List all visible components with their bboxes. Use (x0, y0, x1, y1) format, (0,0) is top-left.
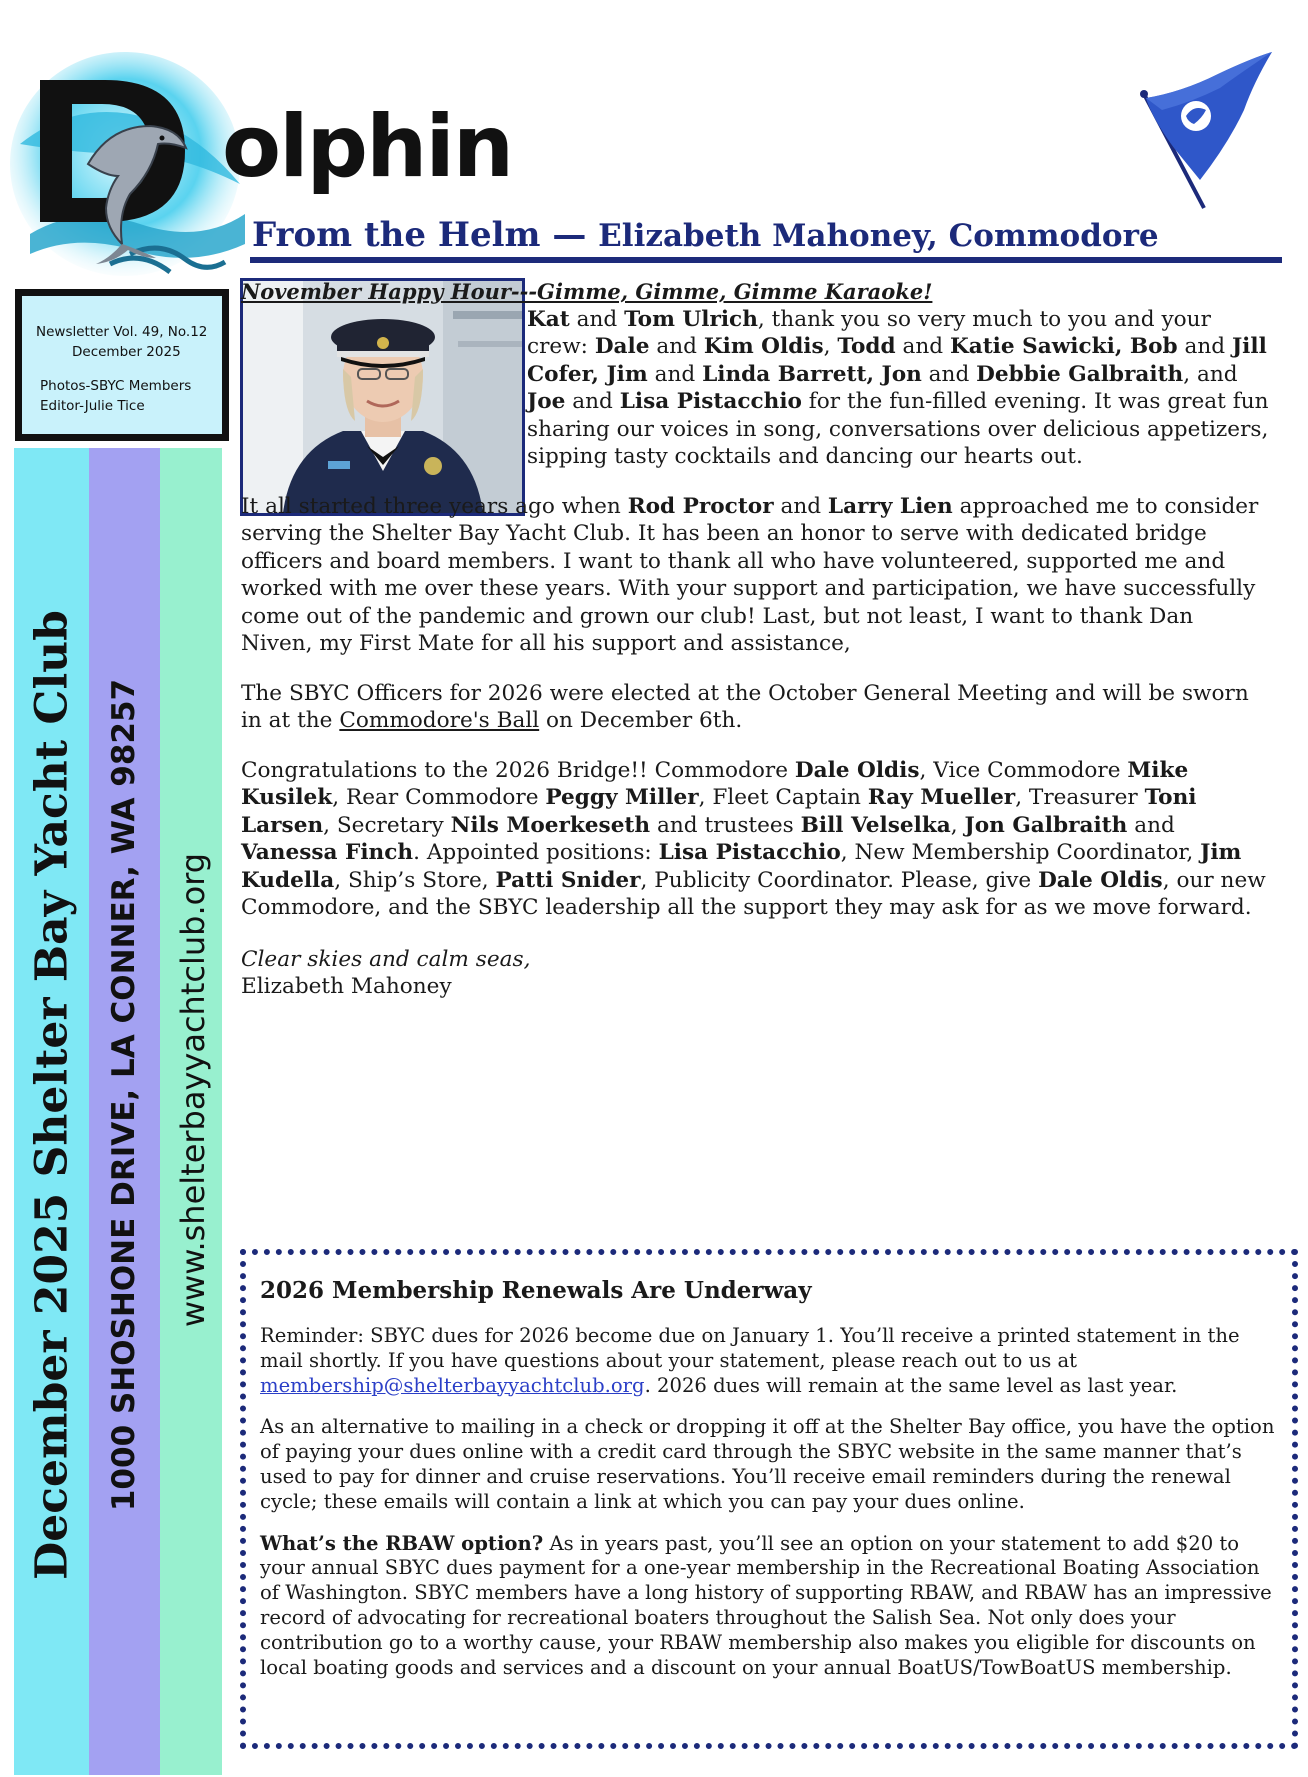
sidebar-club-name: December 2025 Shelter Bay Yacht Club (26, 610, 78, 1580)
helm-heading-text: From the Helm — (252, 215, 587, 255)
newsletter-date: December 2025 (72, 344, 181, 360)
membership-title: 2026 Membership Renewals Are Underway (260, 1277, 812, 1304)
sidebar-website-link[interactable]: www.shelterbayyachtclub.org (174, 852, 212, 1328)
happy-hour-title: November Happy Hour---Gimme, Gimme, Gimme Karaoke! (241, 279, 933, 304)
article-closing: Clear skies and calm seas, (241, 946, 531, 972)
masthead-title: olphin (222, 97, 513, 197)
membership-paragraph-online: As an alternative to mailing in a check or dropping it off at the Shelter Bay office, you have the option of paying your dues online with a credit card through the SBYC website in the same manner that’s used to pay for dinner and cruise reservations. You’ll receive email reminders during the renewal cycle; these emails will contain a link at which you can pay your dues online. (260, 1415, 1275, 1513)
membership-email-link[interactable]: membership@shelterbayyachtclub.org (260, 1373, 645, 1397)
club-burgee-icon (1122, 52, 1274, 212)
helm-byline: Elizabeth Mahoney, Commodore (598, 218, 1159, 254)
helm-article (241, 278, 1269, 1001)
newsletter-volume: Newsletter Vol. 49, No.12 (36, 324, 208, 340)
heading-rule (250, 257, 1282, 263)
article-paragraph-bridge: Congratulations to the 2026 Bridge!! Commodore Dale Oldis, Vice Commodore Mike Kusilek, Rear Commodore Peggy Miller, Fleet Captain Ray Mueller, Treasurer Toni Larsen, Secretary Nils Moerkeseth and trustees Bill Velselka, Jon Galbraith and Vanessa Finch. Appointed positions: Lisa Pistacchio, New Membership Coordinator, Jim Kudella, Ship’s Store, Patti Snider, Publicity Coordinator. Please, give Dale Oldis, our new Commodore, and the SBYC leadership all the support they may ask for as we move forward. (241, 757, 1266, 920)
membership-paragraph-reminder: Reminder: SBYC dues for 2026 become due on January 1. You’ll receive a printed statement in the mail shortly. If you have questions about your statement, please reach out to us at membership@shelterbayyachtclub.org. 2026 dues will remain at the same level as last year. (260, 1324, 1240, 1397)
editor-credit: Editor-Julie Tice (40, 398, 145, 414)
newsletter-info-box (15, 289, 229, 441)
membership-paragraph-rbaw: What’s the RBAW option? As in years past, you’ll see an option on your statement to add $20 to your annual SBYC dues payment for a one-year membership in the Recreational Boating Association of Washington. SBYC members have a long history of supporting RBAW, and RBAW has an impressive record of advocating for recreational boaters throughout the Salish Sea. Not only does your contribution go to a worthy cause, your RBAW membership also makes you eligible for discounts on local boating goods and services and a discount on your annual BoatUS/TowBoatUS membership. (260, 1531, 1272, 1679)
membership-renewal-box (240, 1249, 1298, 1749)
section-heading (252, 215, 1159, 255)
photos-credit: Photos-SBYC Members (40, 378, 192, 394)
article-paragraph-history: It all started three years ago when Rod Proctor and Larry Lien approached me to consider serving the Shelter Bay Yacht Club. It has been an honor to serve with dedicated bridge officers and board members. I want to thank all who have volunteered, supported me and worked with me over these years. With your support and participation, we have successfully come out of the pandemic and grown our club! Last, but not least, I want to thank Dan Niven, my First Mate for all his support and assistance, (241, 493, 1259, 656)
article-paragraph-officers: The SBYC Officers for 2026 were elected at the October General Meeting and will be sworn in at the Commodore's Ball on December 6th. (241, 680, 1249, 733)
sidebar-address: 1000 SHOSHONE DRIVE, LA CONNER, WA 98257 (106, 678, 142, 1512)
dolphin-logo (10, 44, 250, 289)
article-signature: Elizabeth Mahoney (241, 974, 452, 999)
commodores-ball-link[interactable]: Commodore's Ball (339, 708, 540, 733)
article-paragraph-thanks: Kat and Tom Ulrich, thank you so very much to you and your crew: Dale and Kim Oldis, Todd and Katie Sawicki, Bob and Jill Cofer, Jim and Linda Barrett, Jon and Debbie Galbraith, and Joe and Lisa Pistacchio for the fun-filled evening. It was great fun sharing our voices in song, conversations over delicious appetizers, sipping tasty cocktails and dancing our hearts out. (527, 306, 1269, 469)
